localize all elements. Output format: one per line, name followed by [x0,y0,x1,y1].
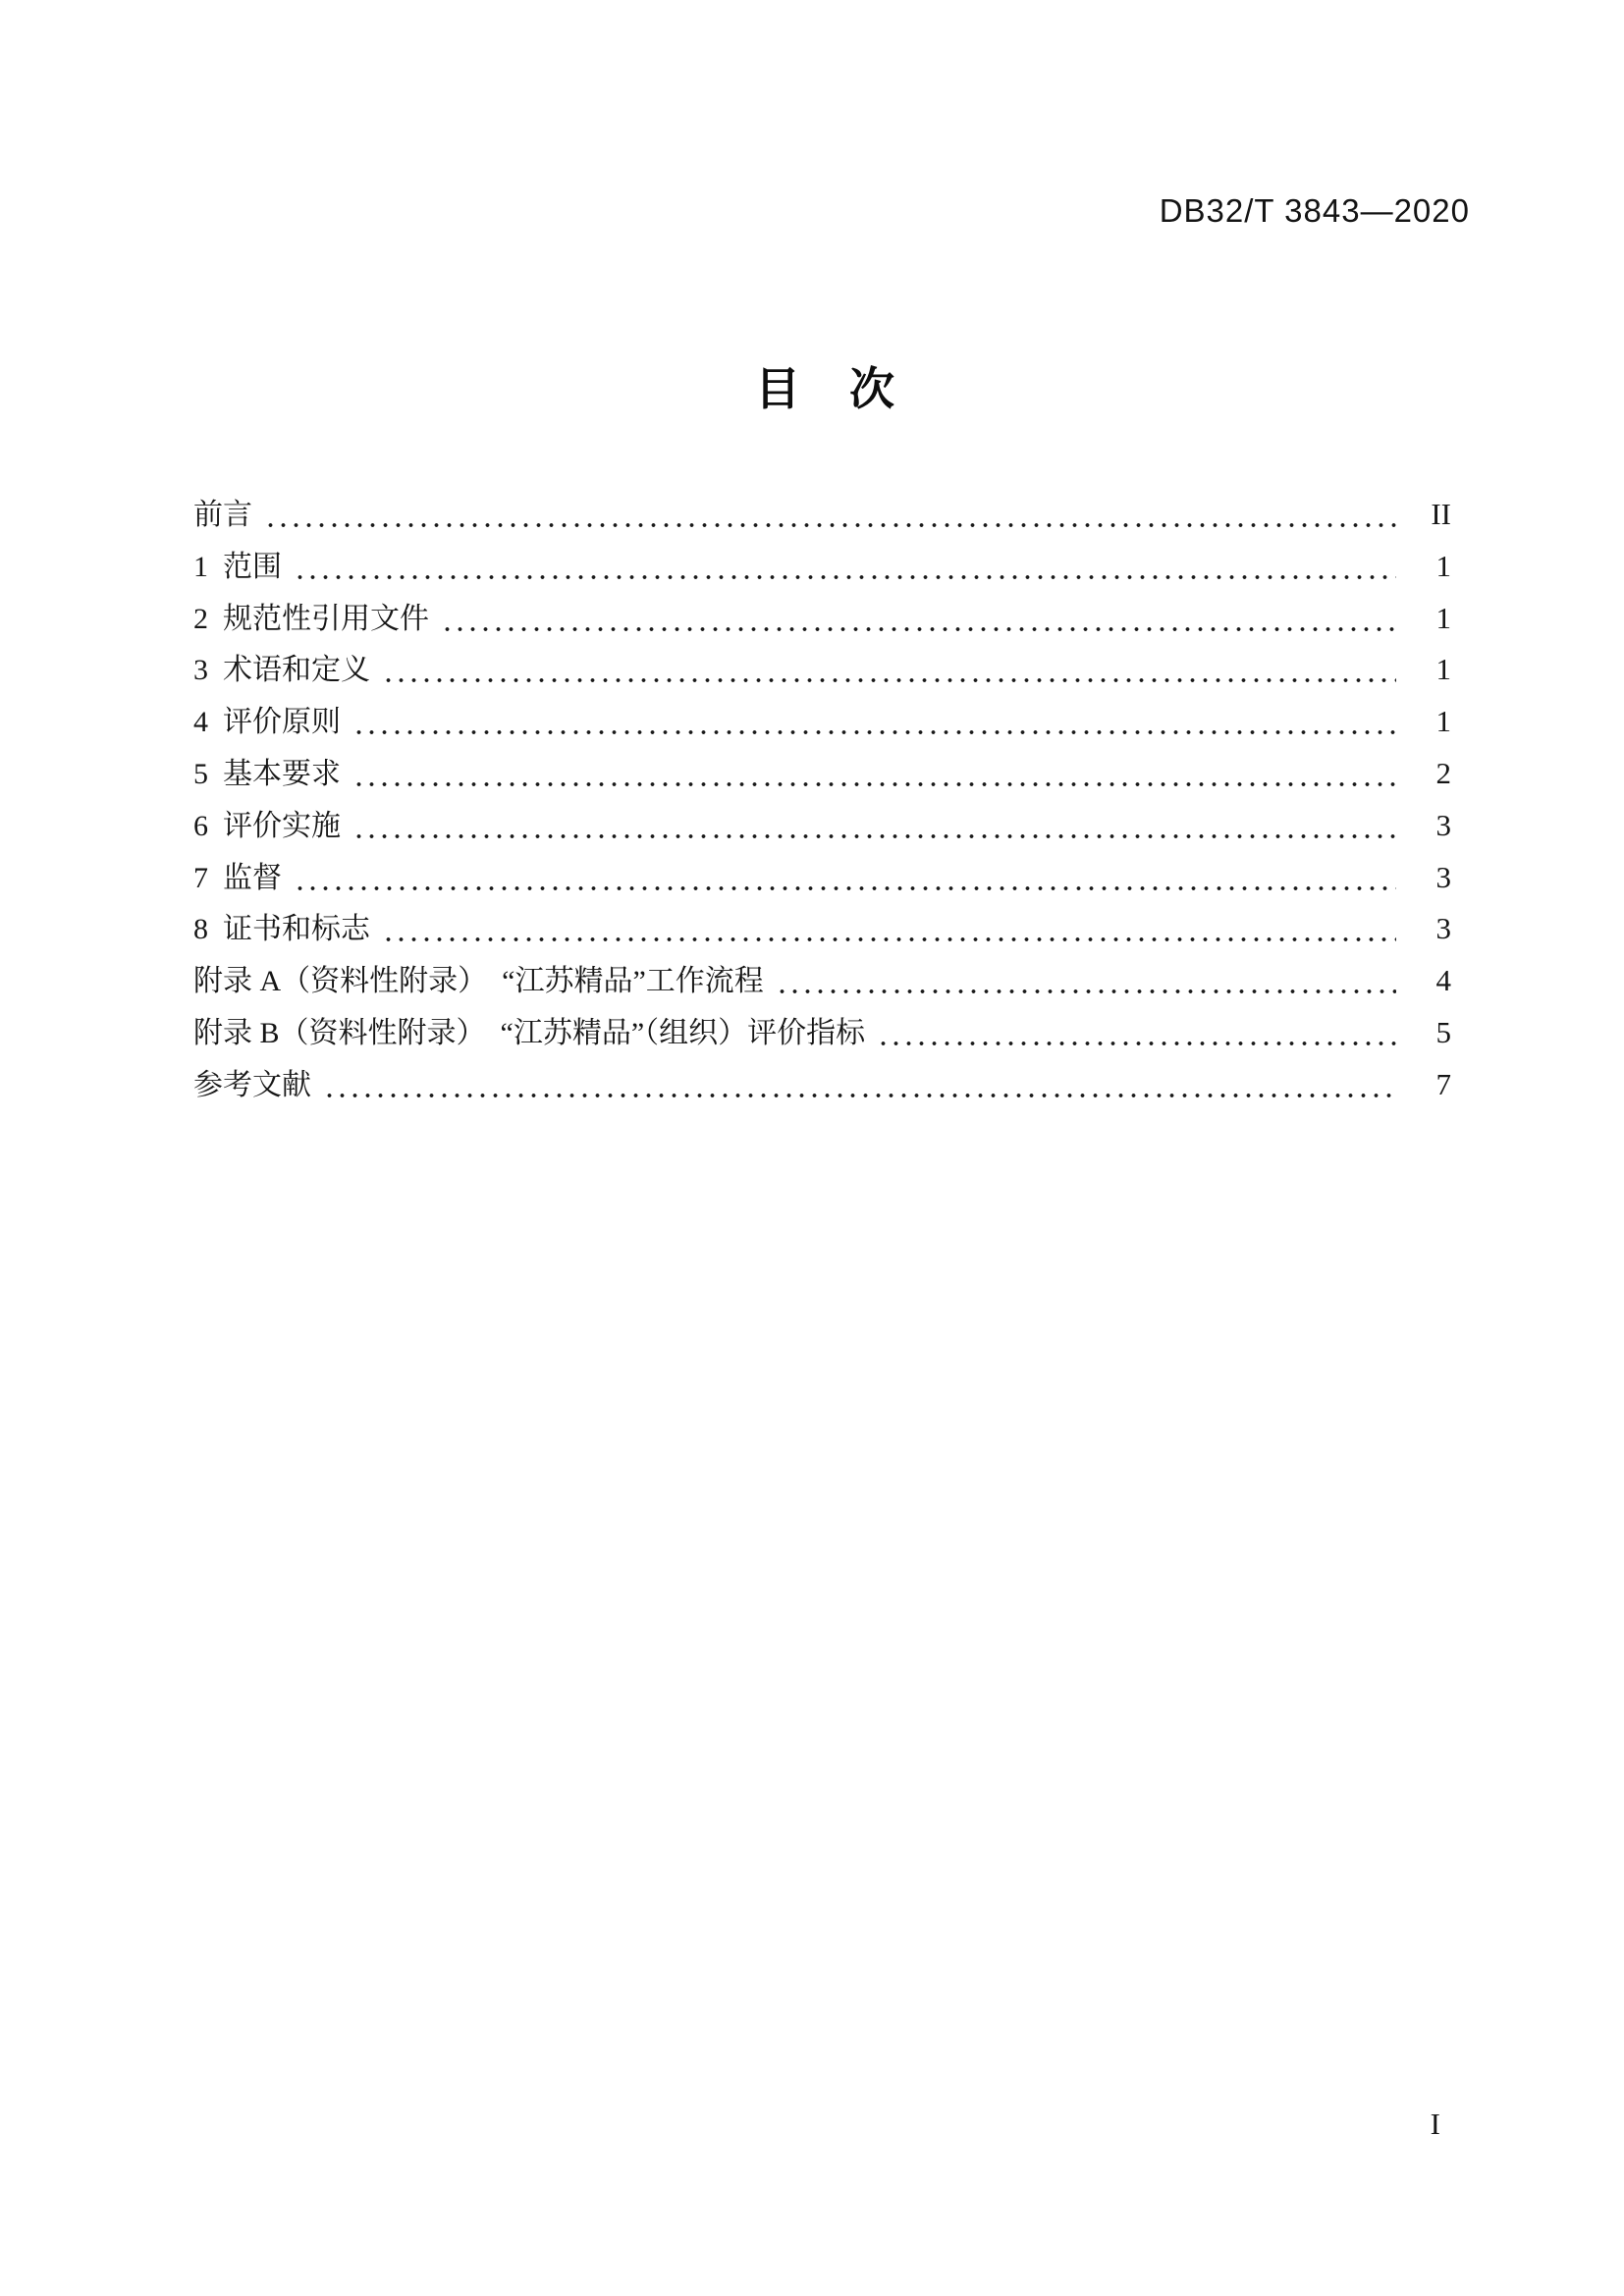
dot-leader [352,800,1396,852]
toc-entry-label: 7 监督 [193,861,282,894]
dot-leader [382,903,1396,955]
toc-entry-certificate-mark [193,903,1451,955]
dot-leader [294,541,1396,593]
toc-entry-appendix-b [193,1007,1451,1059]
toc-entry-basic-requirements [193,748,1451,800]
toc-entry-references [193,1059,1451,1111]
toc-entry-page: II [1431,497,1451,531]
toc-entry-label: 3 术语和定义 [193,654,370,687]
page-title: 目 次 [755,364,896,414]
page-number: I [1430,2107,1440,2141]
toc-entry-page: 1 [1435,704,1451,739]
toc-entry-page: 3 [1435,911,1451,946]
toc-entry-foreword [193,489,1451,541]
dot-leader [776,955,1396,1007]
toc-entry-label: 6 评价实施 [193,809,341,842]
standard-number: DB32/T 3843—2020 [1159,192,1470,229]
toc-entry-evaluation-implementation [193,800,1451,852]
dot-leader [352,748,1396,800]
toc-entry-label: 5 基本要求 [193,757,341,790]
dot-leader [382,644,1396,696]
toc-entry-evaluation-principles [193,696,1451,748]
toc-entry-appendix-a [193,955,1451,1007]
table-of-contents [193,489,1451,1111]
toc-entry-label: 参考文献 [193,1068,311,1101]
dot-leader [352,696,1396,748]
dot-leader [441,593,1396,645]
toc-entry-page: 5 [1435,1014,1451,1049]
toc-entry-label: 8 证书和标志 [193,913,370,946]
dot-leader [323,1059,1396,1111]
toc-entry-supervision [193,852,1451,904]
toc-entry-page: 1 [1435,548,1451,583]
toc-entry-label: 1 范围 [193,550,282,583]
toc-entry-page: 3 [1435,859,1451,894]
dot-leader [877,1007,1396,1059]
dot-leader [264,489,1396,541]
dot-leader [294,852,1396,904]
toc-entry-terms-definitions [193,644,1451,696]
toc-entry-label: 前言 [193,499,252,531]
toc-entry-page: 3 [1435,807,1451,842]
toc-entry-scope [193,541,1451,593]
toc-entry-page: 1 [1435,600,1451,635]
toc-entry-label: 2 规范性引用文件 [193,602,429,635]
toc-entry-label: 附录 A（资料性附录） “江苏精品”工作流程 [193,965,764,998]
toc-entry-label: 附录 B（资料性附录） “江苏精品”（组织）评价指标 [193,1016,866,1049]
toc-entry-page: 2 [1435,755,1451,790]
toc-entry-page: 7 [1435,1066,1451,1101]
toc-entry-label: 4 评价原则 [193,706,341,739]
toc-entry-page: 4 [1435,963,1451,998]
toc-entry-normative-references [193,593,1451,645]
toc-entry-page: 1 [1435,652,1451,687]
